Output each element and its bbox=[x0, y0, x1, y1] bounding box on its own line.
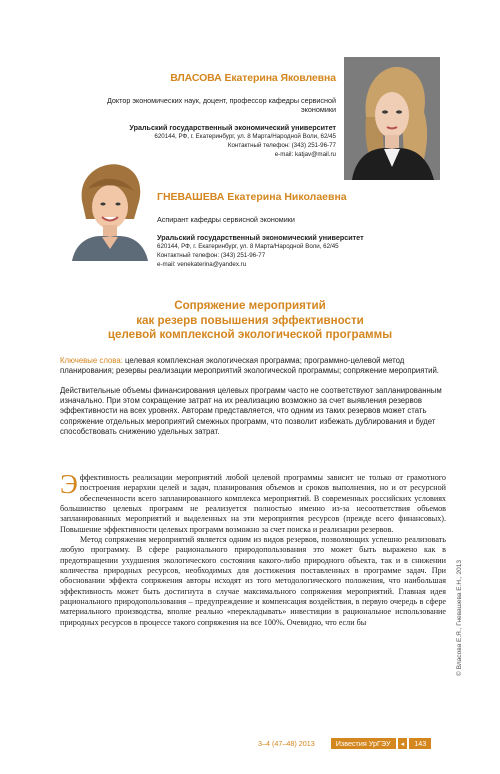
keywords bbox=[60, 356, 442, 376]
author2-university: Уральский государственный экономический университет bbox=[157, 233, 364, 242]
author1-name: ВЛАСОВА Екатерина Яковлевна bbox=[170, 72, 336, 84]
author1-email: e-mail: katjav@mail.ru bbox=[274, 151, 336, 159]
body-paragraph-2: Метод сопряжения мероприятий является одним из видов резервов, позволяющих успешно реализовать любую программу. В сфере рационального природопользования это может быть выражено как в предотвращении ухудшения экологического состояния какого-либо природного объекта, так и в снижении количества природных ресурсов, необходимых для достижения поставленных в программе задач. При обосновании эффекта сопряжения авторы исходят из того методологического положения, что наибольшая эффективность может быть достигнута в случае максимального сопряжения мероприятий. Главная идея рационального природопользования – предупреждение и компенсация воздействия, в первую очередь в сфере материального производства, вполне реально «перекладывать» инвестиции в рациональное использование природных ресурсов в процессе такого сопряжения на все 100%. Очевидно, что если бы bbox=[60, 535, 446, 627]
body-paragraph-1-text: ффективность реализации мероприятий любой целевой программы зависит не только от грамотного построения иерархии целей и задач, планирования объемов и сроков выполнения, но и от ресурсной обеспеченности всего запланированного комплекса мероприятий. В современных российских условиях большинство целевых программ не реализуется полностью именно из-за несоответствия объемов запланированных мероприятий и выделенных на эти мероприятия ресурсов (прежде всего финансовых). Повышение эффективности целевых программ возможно за счет поиска и реализации резервов. bbox=[60, 473, 446, 534]
author2-position: Аспирант кафедры сервисной экономики bbox=[157, 215, 295, 224]
footer-arrow-icon: ◂ bbox=[398, 738, 408, 749]
article-body bbox=[60, 469, 446, 628]
author1-phone: Контактный телефон: (343) 251-96-77 bbox=[227, 142, 336, 150]
page-footer bbox=[258, 738, 431, 748]
author1-address: 620144, РФ, г. Екатеринбург, ул. 8 Марта/Народной Воли, 62/45 bbox=[154, 133, 336, 140]
author1-position: Доктор экономических наук, доцент, профессор кафедры сервисной экономики bbox=[106, 96, 336, 114]
abstract: Действительные объемы финансирования целевых программ часто не соответствуют запланированным изначально. При этом сокращение затрат на их реализацию возможно за счет выявления резервов эффективности на всех уровнях. Авторам представляется, что одним из таких резервов может стать сопряжение отдельных мероприятий смежных программ, что позволит избежать дублирования и будет способствовать снижению удельных затрат. bbox=[60, 386, 442, 436]
author1-photo bbox=[344, 57, 440, 180]
copyright-text: © Власова Е.Я., Гневашева Е.Н., 2013 bbox=[456, 560, 463, 677]
footer-issue: 3–4 (47–48) 2013 bbox=[258, 738, 315, 748]
title-line-3: целевой комплексной экологической программы bbox=[107, 328, 393, 342]
keywords-text: целевая комплексная экологическая программа; программно-целевой метод планирования; резервы реализации мероприятий экологической программы; сопряжение мероприятий. bbox=[60, 356, 439, 375]
title-line-1: Сопряжение мероприятий bbox=[174, 299, 326, 312]
copyright-sidebar bbox=[456, 560, 466, 760]
author2-block bbox=[157, 191, 397, 270]
keywords-label: Ключевые слова: bbox=[60, 356, 123, 365]
footer-page-number: 143 bbox=[409, 738, 431, 749]
title-line-2: как резерв повышения эффективности bbox=[136, 313, 364, 327]
author2-photo bbox=[68, 159, 152, 261]
author1-university: Уральский государственный экономический университет bbox=[129, 123, 336, 132]
author2-address: 620144, РФ, г. Екатеринбург, ул. 8 Марта/Народной Воли, 62/45 bbox=[157, 243, 339, 250]
article-title bbox=[60, 299, 440, 343]
author2-phone: Контактный телефон: (343) 251-96-77 bbox=[157, 252, 266, 260]
author2-email: e-mail: venekaterina@yandex.ru bbox=[157, 261, 247, 269]
drop-cap: Э bbox=[60, 469, 78, 499]
author1-block bbox=[96, 72, 336, 160]
footer-journal: Известия УрГЭУ bbox=[331, 738, 396, 749]
author2-name: ГНЕВАШЕВА Екатерина Николаевна bbox=[157, 191, 347, 203]
body-paragraph-1 bbox=[60, 469, 446, 535]
